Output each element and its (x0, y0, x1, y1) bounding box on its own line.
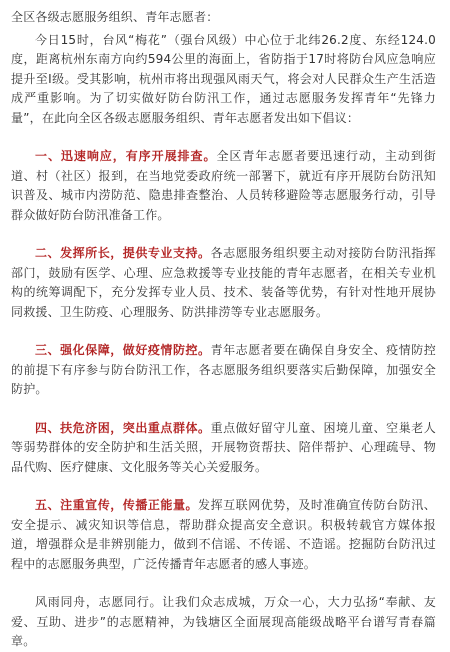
initiative-text-4: 重点做好留守儿童、困境儿童、空巢老人等弱势群体的安全防护和生活关照，开展物资帮扶、陪伴帮护、心理疏导、物品代购、医疗健康、文化服务等关心关爱服务。 (11, 420, 436, 474)
initiative-text-2: 各志愿服务组织要主动对接防台防汛指挥部门，鼓励有医学、心理、应急救援等专业技能的青年志愿者，在相关专业机构的统筹调配下，充分发挥专业人员、技术、装备等优势，有针对性地开展协同救援、卫生防疫、心理服务、防洪排涝等专业志愿服务。 (11, 246, 436, 319)
initiative-item-5 (11, 496, 436, 574)
initiative-text-5: 发挥互联网优势，及时准确宣传防台防汛、安全提示、减灾知识等信息，帮助群众提高安全意识。积极转载官方媒体报道，增强群众是非辨别能力，做到不信谣、不传谣、不造谣。挖掘防台防汛过程中的志愿服务典型，广泛传播青年志愿者的感人事迹。 (11, 498, 436, 571)
initiative-heading-2: 二、发挥所长，提供专业支持。 (35, 246, 211, 260)
initiative-item-1 (11, 147, 436, 225)
intro-paragraph: 今日15时，台风“梅花”（强台风级）中心位于北纬26.2度、东经124.0度，距离杭州东南方向约594公里的海面上，省防指于17时将防台风应急响应提升至Ⅰ级。受其影响，杭州市将出现强风雨天气，将会对人民群众生产生活造成严重影响。为了切实做好防台防汛工作，通过志愿服务发挥青年“先锋力量”，在此向全区各级志愿服务组织、青年志愿者发出如下倡议： (11, 32, 436, 125)
initiative-heading-3: 三、强化保障，做好疫情防控。 (35, 343, 211, 357)
salutation: 全区各级志愿服务组织、青年志愿者： (11, 10, 219, 24)
initiative-heading-5: 五、注重宣传，传播正能量。 (35, 498, 199, 512)
closing-paragraph: 风雨同舟，志愿同行。让我们众志成城，万众一心，大力弘扬“奉献、友爱、互助、进步”的志愿精神，为钱塘区全面展现高能级战略平台谱写青春篇章。 (11, 595, 436, 648)
initiative-text-1: 全区青年志愿者要迅速行动，主动到街道、村（社区）报到，在当地党委政府统一部署下，就近有序开展防台防汛知识普及、城市内涝防范、隐患排查整治、人员转移避险等志愿服务行动，引导群众做好防台防汛准备工作。 (11, 149, 436, 222)
initiative-heading-4: 四、扶危济困，突出重点群体。 (35, 420, 211, 435)
initiative-text-3: 青年志愿者要在确保自身安全、疫情防控的前提下有序参与防台防汛工作，各志愿服务组织要落实后勤保障，加强安全防护。 (11, 343, 436, 396)
initiative-item-2 (11, 244, 436, 322)
initiative-item-4 (11, 419, 436, 478)
initiative-item-3 (11, 341, 436, 400)
initiative-heading-1: 一、迅速响应，有序开展排查。 (35, 149, 217, 163)
